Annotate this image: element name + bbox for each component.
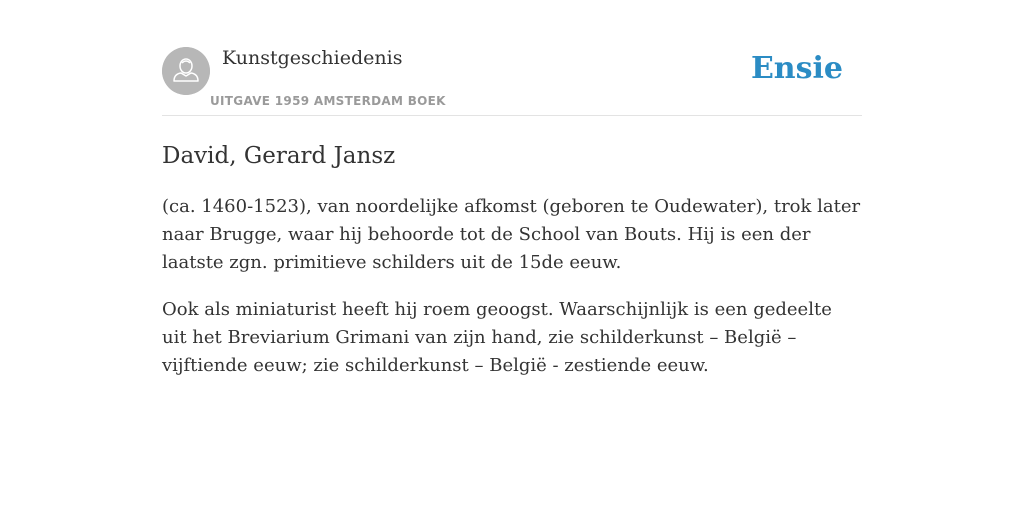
edition-label: UITGAVE 1959 AMSTERDAM BOEK [210,94,446,108]
page [162,0,862,380]
brand-logo[interactable]: Ensie [750,51,843,86]
article-paragraph: Ook als miniaturist heeft hij roem geoogst. Waarschijnlijk is een gedeelte uit het Breviarium Grimani van zijn hand, zie schilderkunst – België – vijftiende eeuw; zie schilderkunst – België - zestiende eeuw. [162,299,832,376]
header [162,45,862,116]
user-placeholder-icon[interactable] [162,47,210,95]
article-title: David, Gerard Jansz [162,143,396,169]
article-body [162,193,862,380]
category-link[interactable]: Kunstgeschiedenis [222,47,403,69]
article-paragraph: (ca. 1460-1523), van noordelijke afkomst (geboren te Oudewater), trok later naar Brugge, waar hij behoorde tot de School van Bouts. Hij is een der laatste zgn. primitieve schilders uit de 15de eeuw. [162,196,861,273]
